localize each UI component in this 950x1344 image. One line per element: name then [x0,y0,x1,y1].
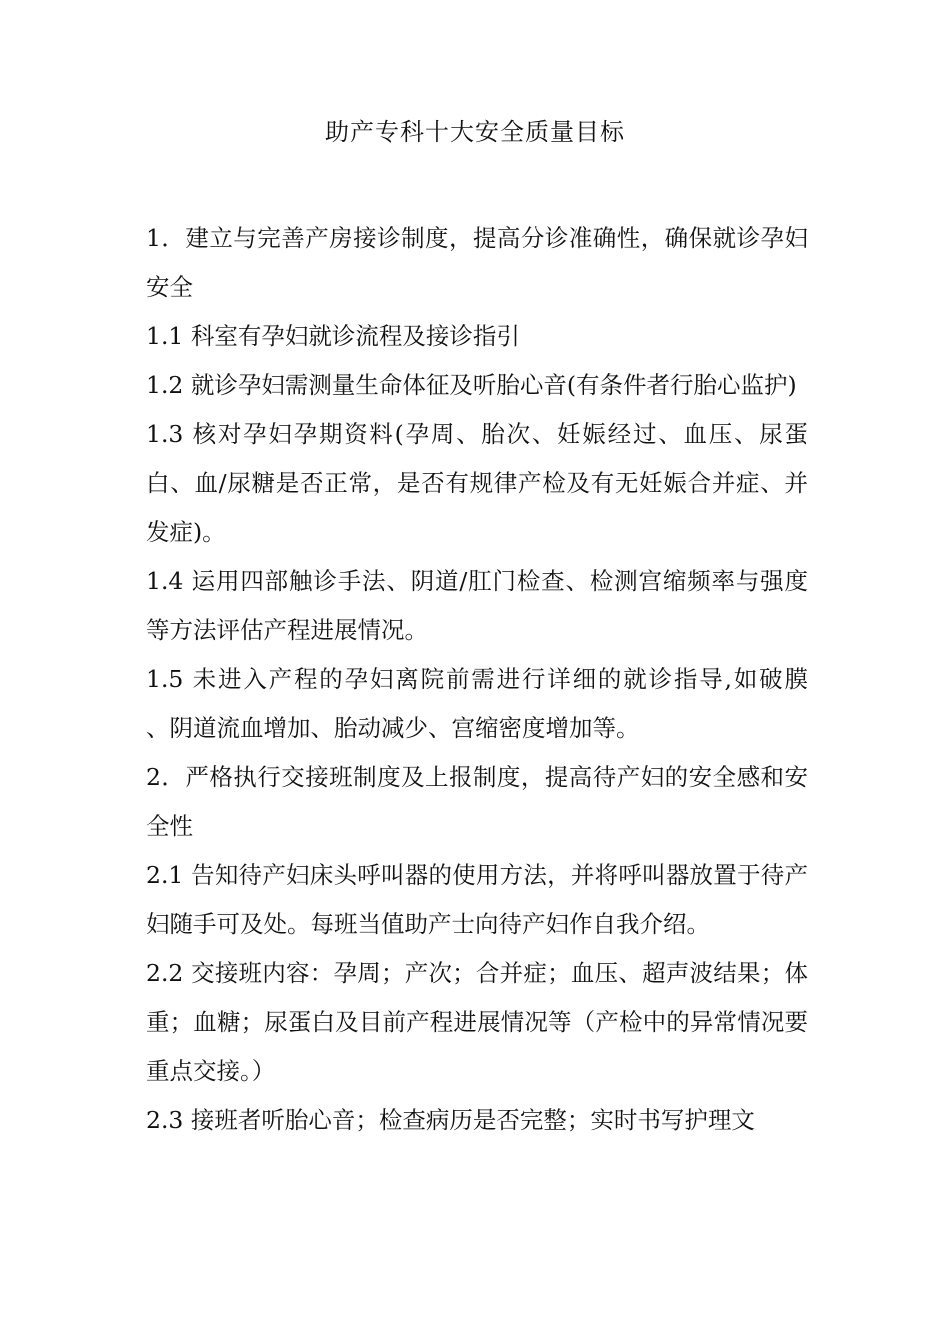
item-1-4: 1.4 运用四部触诊手法、阴道/肛门检查、检测宫缩频率与强度等方法评估产程进展情况。 [146,567,808,644]
section-2-heading: 2．严格执行交接班制度及上报制度，提高待产妇的安全感和安全性 [146,763,808,840]
document-body [146,214,839,1145]
item-1-1: 1.1 科室有孕妇就诊流程及接诊指引 [146,322,520,350]
item-1-2: 1.2 就诊孕妇需测量生命体征及听胎心音(有条件者行胎心监护) [146,371,797,399]
item-2-3: 2.3 接班者听胎心音；检查病历是否完整；实时书写护理文 [146,1106,755,1134]
document-title: 助产专科十大安全质量目标 [325,118,625,146]
item-2-1: 2.1 告知待产妇床头呼叫器的使用方法，并将呼叫器放置于待产妇随手可及处。每班当值助产士向待产妇作自我介绍。 [146,861,808,938]
item-1-3: 1.3 核对孕妇孕期资料(孕周、胎次、妊娠经过、血压、尿蛋白、血/尿糖是否正常，是否有规律产检及有无妊娠合并症、并发症)。 [146,420,808,546]
section-1-heading: 1．建立与完善产房接诊制度，提高分诊准确性，确保就诊孕妇安全 [146,224,808,301]
item-2-2: 2.2 交接班内容：孕周；产次；合并症；血压、超声波结果；体重；血糖；尿蛋白及目前产程进展情况等（产检中的异常情况要重点交接。） [146,959,808,1085]
item-1-5: 1.5 未进入产程的孕妇离院前需进行详细的就诊指导,如破膜 、阴道流血增加、胎动减少、宫缩密度增加等。 [146,665,839,742]
